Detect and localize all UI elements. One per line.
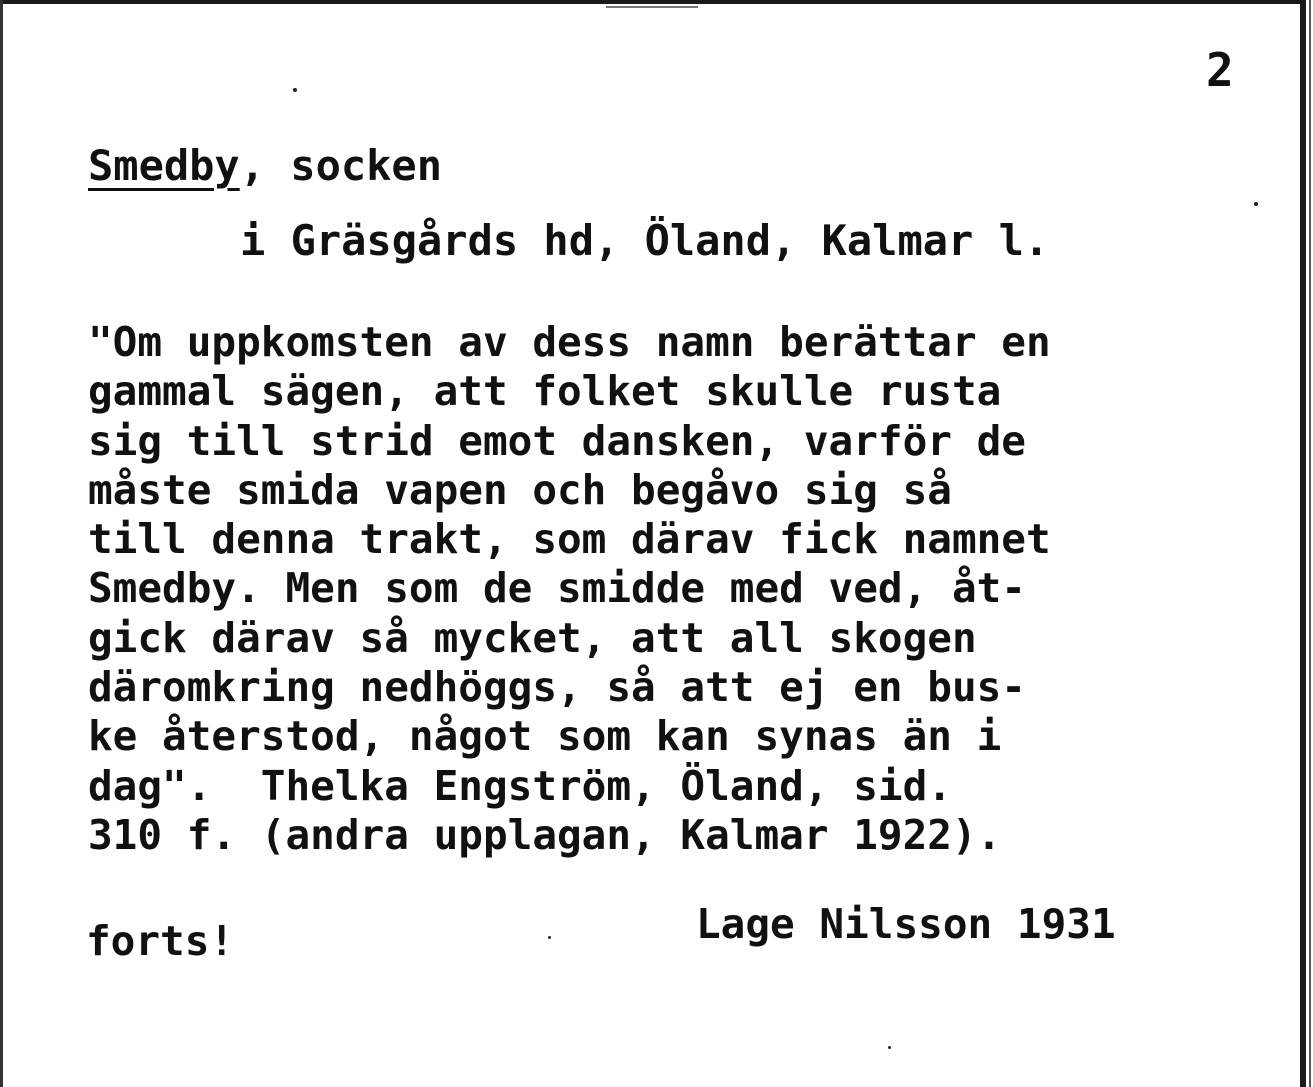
scan-mark-top bbox=[606, 6, 698, 8]
dust-speck bbox=[293, 88, 297, 92]
quote-text bbox=[88, 318, 1051, 860]
quote-line: 310 f. (andra upplagan, Kalmar 1922). bbox=[88, 810, 1002, 859]
quote-line: dag". Thelka Engström, Öland, sid. bbox=[88, 761, 952, 810]
scan-edge-right-shadow bbox=[1309, 0, 1311, 1087]
quote-line: gammal sägen, att folket skulle rusta bbox=[88, 367, 1002, 416]
location-line: i Gräsgårds hd, Öland, Kalmar l. bbox=[240, 216, 1050, 265]
quote-line: däromkring nedhöggs, så att ej en bus- bbox=[88, 663, 1026, 712]
quote-line: "Om uppkomsten av dess namn berättar en bbox=[88, 318, 1051, 366]
quote-line: till denna trakt, som därav fick namnet bbox=[88, 515, 1051, 564]
continued-note: forts! bbox=[86, 917, 235, 965]
page-number: 2 bbox=[1206, 43, 1234, 97]
card-heading bbox=[88, 140, 442, 192]
place-type: , socken bbox=[239, 141, 443, 190]
dust-speck bbox=[888, 1046, 891, 1049]
quote-line: måste smida vapen och begåvo sig så bbox=[88, 465, 952, 514]
scan-edge-top bbox=[0, 0, 1300, 4]
quote-line: gick därav så mycket, att all skogen bbox=[88, 613, 977, 662]
place-name: Smedby bbox=[88, 141, 240, 190]
quote-line: ke återstod, något som kan synas än i bbox=[88, 712, 1002, 761]
scan-edge-left bbox=[0, 0, 3, 1087]
signature: Lage Nilsson 1931 bbox=[696, 900, 1116, 948]
quote-line: sig till strid emot dansken, varför de bbox=[88, 416, 1026, 465]
dust-speck bbox=[1254, 202, 1258, 206]
dust-speck bbox=[548, 936, 551, 939]
quote-line: Smedby. Men som de smidde med ved, åt- bbox=[88, 564, 1026, 613]
scan-edge-right bbox=[1300, 0, 1306, 1087]
